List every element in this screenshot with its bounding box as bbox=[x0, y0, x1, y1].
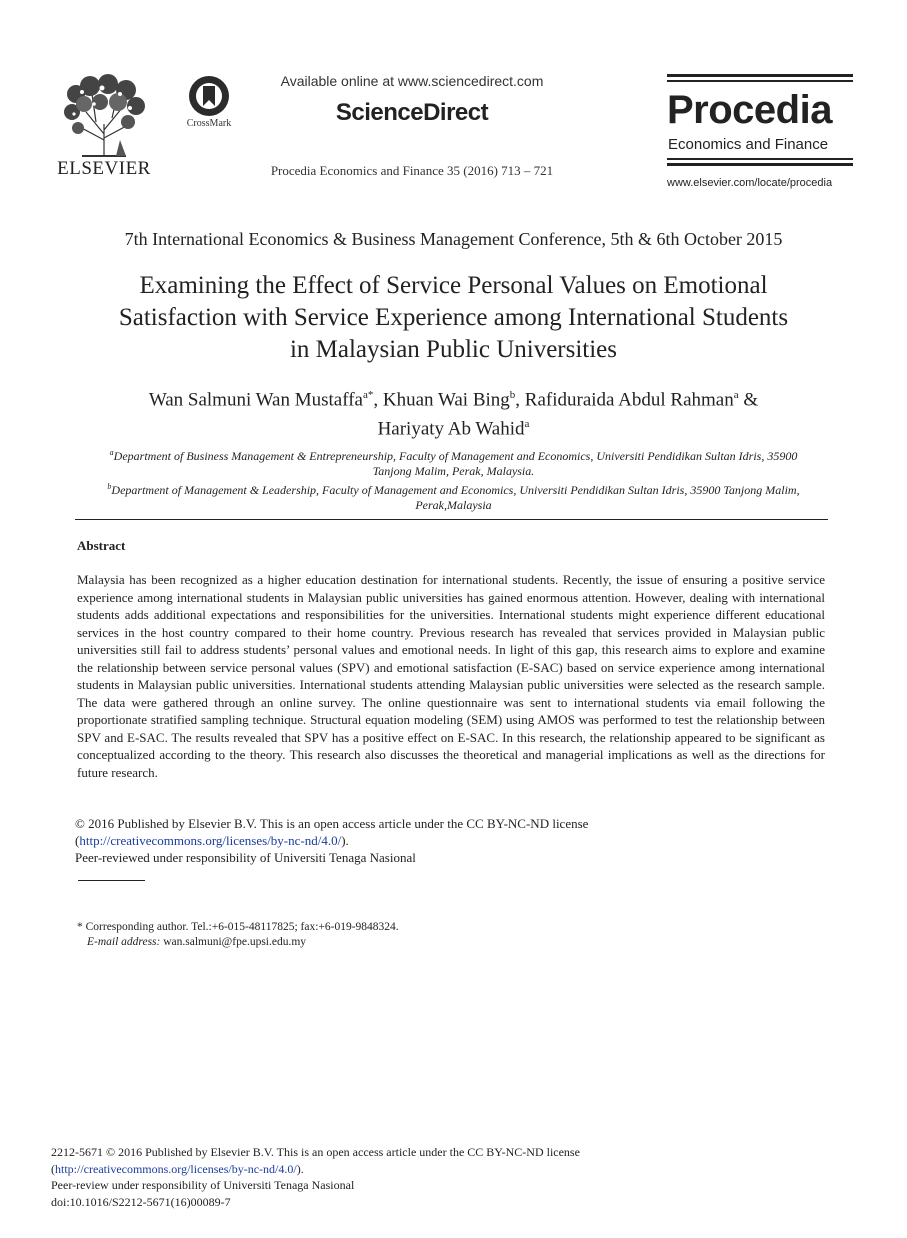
affil-mark: a bbox=[109, 448, 114, 457]
affiliations bbox=[76, 445, 831, 513]
page-footer bbox=[51, 1144, 751, 1210]
paren: ( bbox=[51, 1161, 55, 1176]
paren: ). bbox=[296, 1161, 304, 1176]
copyright-line: © 2016 Published by Elsevier B.V. This is an open access article under the CC BY-NC-ND license bbox=[75, 816, 589, 831]
title-line: in Malaysian Public Universities bbox=[289, 336, 618, 363]
author-affil-mark: b bbox=[509, 389, 516, 401]
procedia-subtitle: Economics and Finance bbox=[668, 136, 829, 153]
author-affil-mark: a bbox=[524, 418, 530, 431]
author-affil-mark: a* bbox=[363, 389, 374, 401]
email-label: E-mail address: bbox=[87, 936, 161, 948]
affil-mark: b bbox=[107, 482, 112, 491]
author-name: Wan Salmuni Wan Mustaffa bbox=[148, 389, 363, 411]
affiliation-a: Department of Business Management & Entrepreneurship, Faculty of Management and Economics, Universiti Pendidikan Sultan Idris, 35900 bbox=[113, 449, 798, 463]
footer-license-link[interactable]: http://creativecommons.org/licenses/by-nc-nd/4.0/ bbox=[55, 1161, 297, 1176]
footer-peer-review: Peer-review under responsibility of Universiti Tenaga Nasional bbox=[51, 1178, 355, 1192]
footer-issn-line: 2212-5671 © 2016 Published by Elsevier B.V. This is an open access article under the CC BY-NC-ND license bbox=[51, 1145, 580, 1159]
license-link[interactable]: http://creativecommons.org/licenses/by-nc-nd/4.0/ bbox=[79, 833, 342, 848]
procedia-url[interactable]: www.elsevier.com/locate/procedia bbox=[667, 177, 833, 189]
available-online-text: Available online at www.sciencedirect.com bbox=[280, 73, 544, 89]
conference-line: 7th International Economics & Business Management Conference, 5th & 6th October 2015 bbox=[124, 229, 783, 249]
footer-doi[interactable]: doi:10.1016/S2212-5671(16)00089-7 bbox=[51, 1194, 231, 1209]
affiliation-b-cont: Perak,Malaysia bbox=[415, 498, 492, 512]
title-line: Satisfaction with Service Experience among International Students bbox=[118, 304, 789, 331]
crossmark-label: CrossMark bbox=[186, 118, 232, 129]
paren: ( bbox=[75, 833, 80, 848]
procedia-title: Procedia bbox=[667, 88, 832, 132]
sciencedirect-logo[interactable]: ScienceDirect bbox=[335, 99, 489, 126]
author-list bbox=[70, 383, 837, 442]
author-name: , Rafiduraida Abdul Rahman bbox=[515, 389, 734, 411]
author-affil-mark: a bbox=[733, 389, 739, 401]
copyright-notice bbox=[75, 815, 775, 866]
peer-review-line: Peer-reviewed under responsibility of Universiti Tenaga Nasional bbox=[75, 850, 416, 865]
author-separator: & bbox=[738, 389, 759, 411]
author-name: Hariyaty Ab Wahid bbox=[377, 418, 525, 440]
procedia-logo bbox=[667, 74, 853, 192]
paper-title bbox=[70, 270, 837, 366]
elsevier-wordmark: ELSEVIER bbox=[57, 158, 151, 179]
author-name: , Khuan Wai Bing bbox=[373, 389, 510, 411]
corresponding-contact: * Corresponding author. Tel.:+6-015-48117825; fax:+6-019-9848324. bbox=[77, 921, 399, 933]
abstract-heading: Abstract bbox=[77, 538, 126, 553]
section-divider bbox=[75, 519, 828, 520]
affiliation-a-cont: Tanjong Malim, Perak, Malaysia. bbox=[372, 464, 535, 478]
abstract-body: Malaysia has been recognized as a higher education destination for international students. Recently, the issue of ensuring a positive service experience among international students in Malaysian public universities has gained enormous attention. However, dealing with international students adds additional expectations and responsibilities for the universities. International students might experience different educational services in the host country compared to their home country. Previous research has revealed that services provided in Malaysian public universities still fail to address students’ personal values and emotional needs. In light of this gap, this research aims to explore and examine the relationship between service personal values (SPV) and emotional satisfaction (E-SAC) based on service experience among international students in Malaysian public universities. International students attending Malaysian public universities were selected as the research sample. The data were gathered through an online survey. The online questionnaire was sent to international students via email following the proportionate stratified sampling technique. Structural equation modeling (SEM) using AMOS was performed to test the relationship between SPV and E-SAC. The results revealed that SPV has a positive effect on E-SAC. In this research, the relationship appeared to be significant as conceptualized according to the theory. This research also discusses the theoretical and managerial implications as well as the directions for future research. bbox=[77, 572, 825, 780]
title-line: Examining the Effect of Service Personal Values on Emotional bbox=[139, 272, 768, 299]
corresponding-author bbox=[77, 920, 777, 950]
paren: ). bbox=[341, 833, 349, 848]
footnote-divider bbox=[78, 880, 145, 881]
journal-reference: Procedia Economics and Finance 35 (2016) 713 – 721 bbox=[270, 163, 554, 178]
affiliation-b: Department of Management & Leadership, Faculty of Management and Economics, Universiti Pendidikan Sultan Idris, 35900 Tanjong Malim, bbox=[111, 483, 800, 497]
email-address[interactable]: wan.salmuni@fpe.upsi.edu.my bbox=[160, 936, 307, 948]
